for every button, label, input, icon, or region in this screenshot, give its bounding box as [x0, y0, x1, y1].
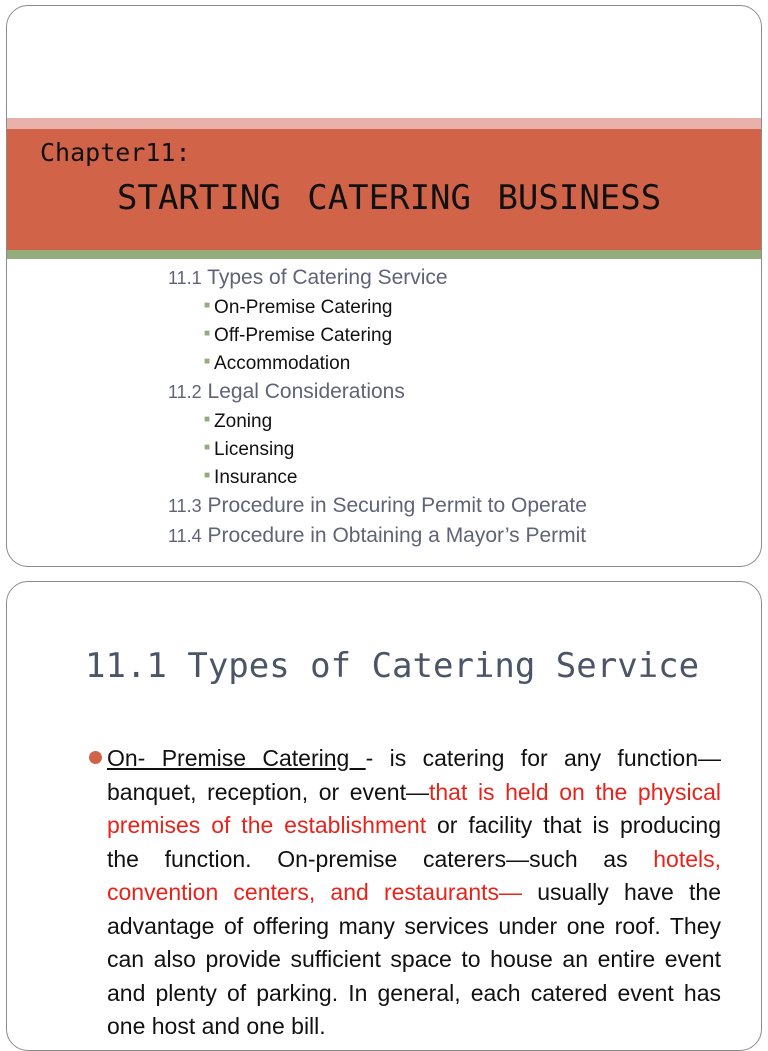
outline-number: 11.1: [168, 268, 202, 288]
highlight-text: hotels, convention centers, and restaurants—: [107, 845, 721, 905]
outline-item: [168, 377, 587, 407]
term-label: On- Premise Catering: [107, 745, 366, 771]
chapter-label: Chapter11:: [40, 138, 191, 167]
outline-label: Types of Catering Service: [207, 266, 448, 289]
outline-item: [168, 521, 587, 551]
title-bottom-stripe: [7, 250, 761, 259]
highlight-text: that is held on the physical premises of the establishment: [107, 778, 722, 838]
chapter-title: STARTING CATERING BUSINESS: [117, 178, 662, 218]
body-paragraph: On- Premise Catering - is catering for any function—banquet, reception, or event—that is held on the physical premises of the establishment or facility that is producing the function. On-premise caterers—such as hotels, convention centers, and restaurants— usually have the advantage of offering many services under one roof. They can also provide sufficient space to house an entire event and plenty of parking. In general, each catered event has one host and one bill.: [107, 745, 722, 1039]
outline-number: 11.3: [168, 496, 202, 516]
bullet-icon: ■: [204, 328, 211, 339]
outline-subitem: ■ Zoning: [204, 411, 273, 432]
title-top-stripe: [7, 118, 761, 129]
bullet-icon: ■: [204, 470, 211, 481]
slide-heading: 11.1 Types of Catering Service: [85, 646, 700, 686]
outline-subitem: ■ On-Premise Catering: [204, 297, 393, 318]
slide-chapter-title: [6, 5, 762, 567]
outline-item: [168, 491, 587, 521]
outline-label: Legal Considerations: [207, 380, 405, 403]
chapter-outline: [168, 263, 587, 551]
outline-item: [168, 263, 587, 293]
outline-number: 11.2: [168, 382, 202, 402]
bullet-icon: ■: [204, 414, 211, 425]
outline-label: Procedure in Securing Permit to Operate: [207, 494, 587, 517]
outline-subitem: ■ Licensing: [204, 439, 295, 460]
bullet-icon: ■: [204, 300, 211, 311]
outline-number: 11.4: [168, 526, 202, 546]
outline-subitem: ■ Accommodation: [204, 353, 351, 374]
slide-types-of-catering: [6, 581, 762, 1051]
bullet-icon: ■: [204, 442, 211, 453]
outline-subitem: ■ Off-Premise Catering: [204, 325, 393, 346]
outline-subitem: ■ Insurance: [204, 467, 298, 488]
bullet-icon: ■: [204, 356, 211, 367]
outline-label: Procedure in Obtaining a Mayor’s Permit: [207, 524, 587, 547]
bullet-dot-icon: [89, 751, 102, 764]
